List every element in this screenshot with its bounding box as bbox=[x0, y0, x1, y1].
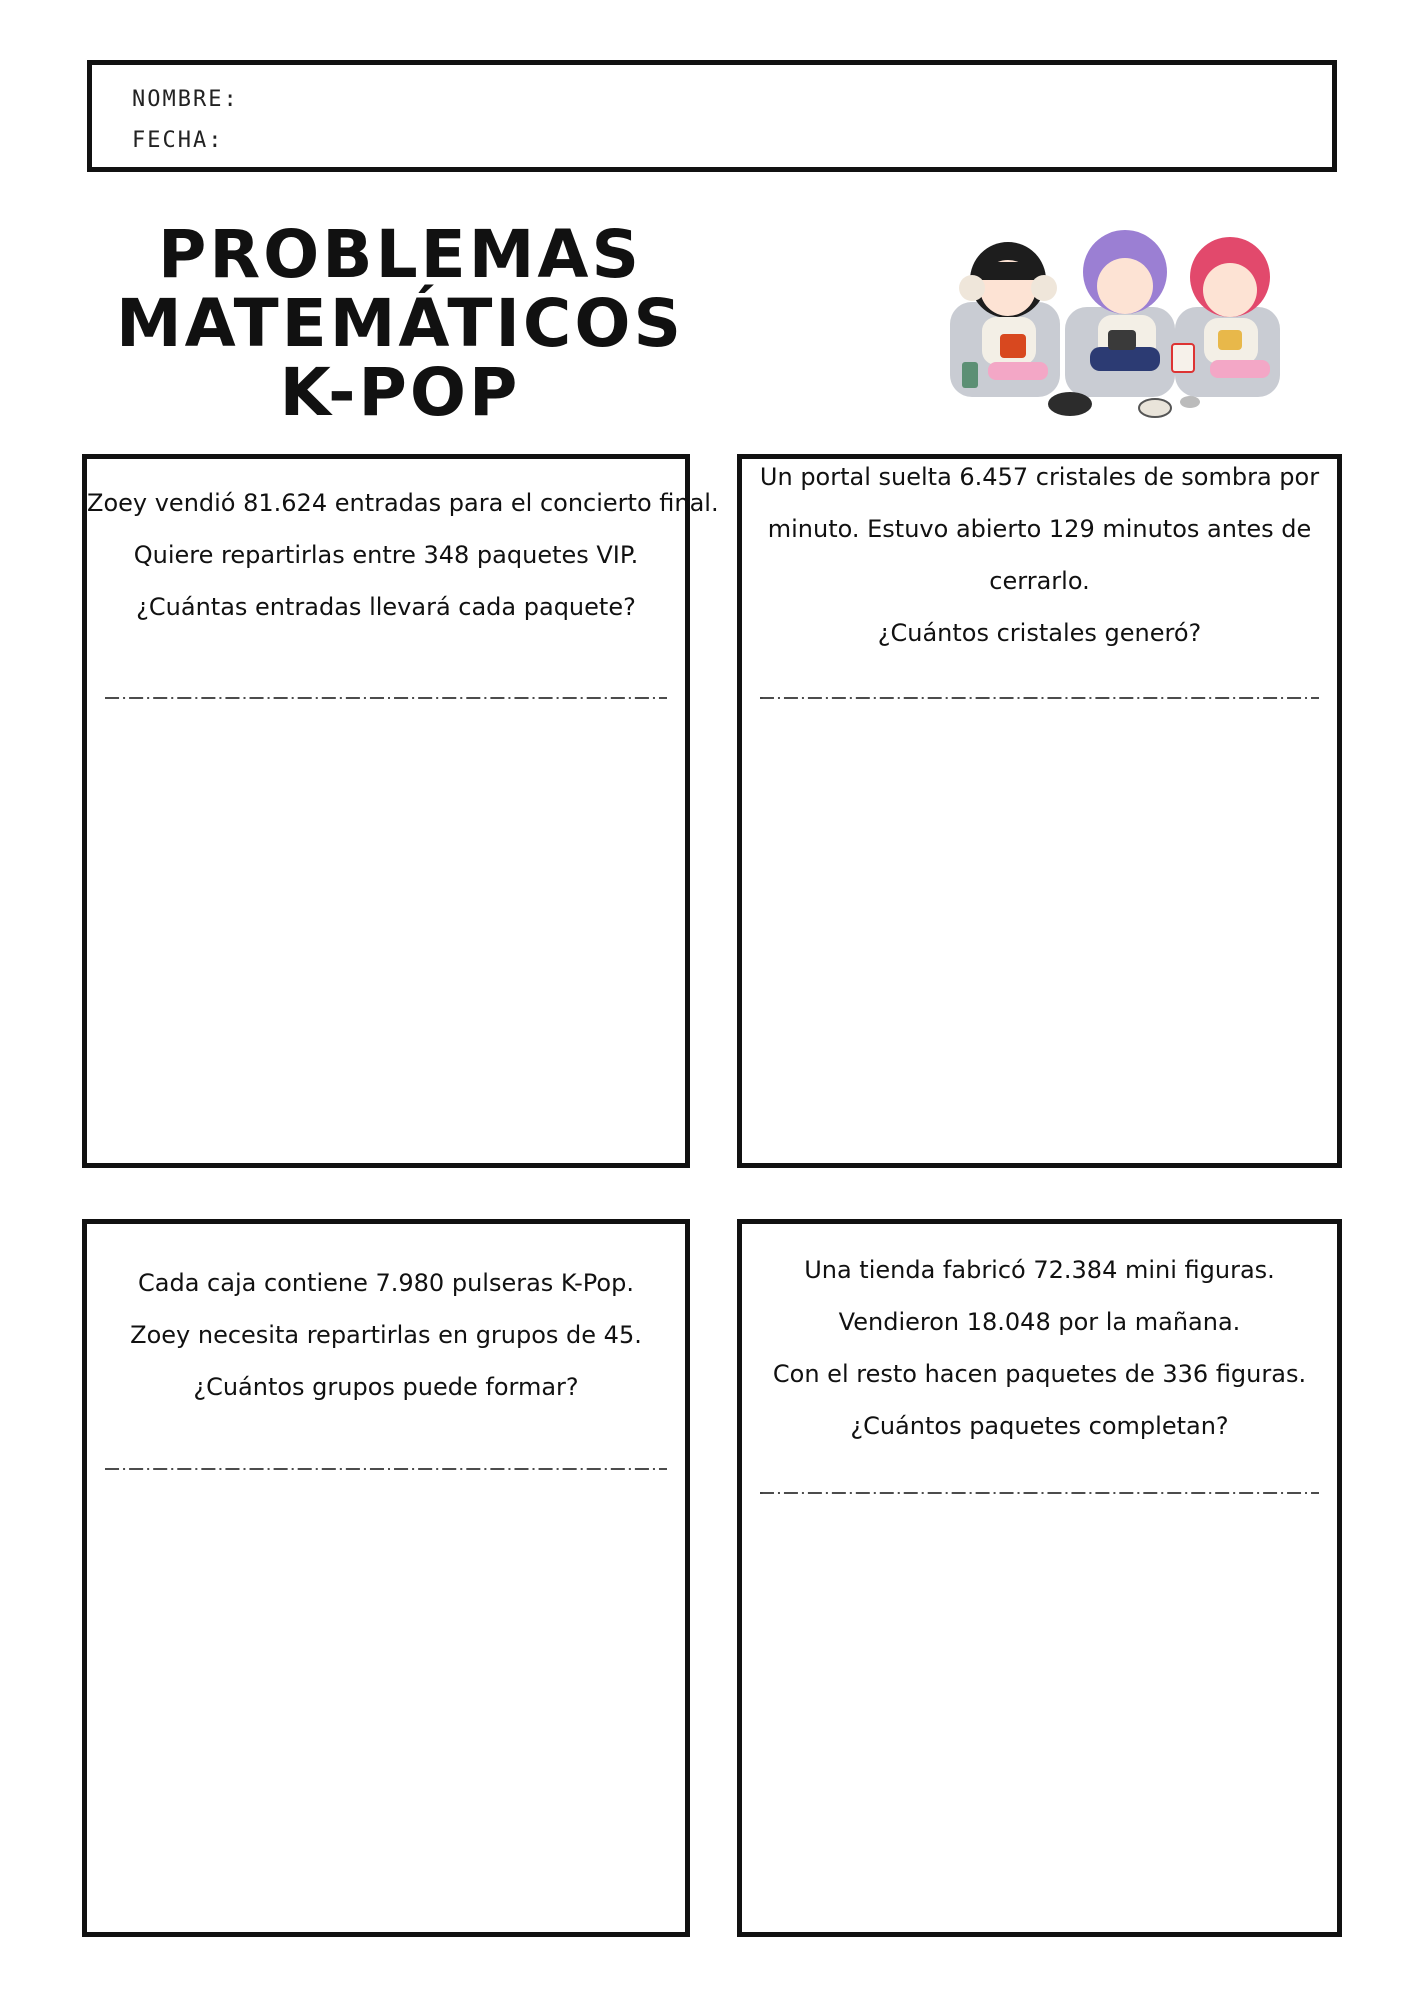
problem-3-line-3: ¿Cuántos grupos puede formar? bbox=[193, 1373, 579, 1401]
problem-1-line-3: ¿Cuántas entradas llevará cada paquete? bbox=[136, 593, 636, 621]
answer-dash-line bbox=[105, 1465, 667, 1473]
problem-1-line-1: Zoey vendió 81.624 entradas para el concierto final. bbox=[87, 489, 719, 517]
title-line-2: MATEMÁTICOS bbox=[115, 285, 685, 362]
problem-card-1 bbox=[82, 454, 719, 1168]
problem-1-text bbox=[87, 477, 719, 633]
title-line-1: PROBLEMAS bbox=[157, 216, 643, 293]
problem-3-text bbox=[87, 1257, 685, 1413]
problem-2-line-3: cerrarlo. bbox=[989, 567, 1090, 595]
answer-dash-line bbox=[105, 694, 667, 702]
problem-4-line-1: Una tienda fabricó 72.384 mini figuras. bbox=[804, 1256, 1275, 1284]
date-label[interactable]: FECHA: bbox=[132, 128, 224, 153]
page-title bbox=[100, 216, 700, 431]
problem-2-line-4: ¿Cuántos cristales generó? bbox=[877, 619, 1202, 647]
problem-2-line-1: Un portal suelta 6.457 cristales de sombra por bbox=[759, 463, 1320, 491]
problem-2-text bbox=[742, 451, 1337, 659]
kpop-girls-illustration-icon bbox=[940, 222, 1300, 422]
title-line-3: K-POP bbox=[279, 354, 521, 431]
problem-1-line-2: Quiere repartirlas entre 348 paquetes VIP. bbox=[133, 541, 639, 569]
problem-4-line-3: Con el resto hacen paquetes de 336 figuras. bbox=[772, 1360, 1307, 1388]
answer-dash-line bbox=[760, 1489, 1319, 1497]
problem-2-line-2: minuto. Estuvo abierto 129 minutos antes de bbox=[767, 515, 1312, 543]
problem-3-line-1: Cada caja contiene 7.980 pulseras K-Pop. bbox=[138, 1269, 634, 1297]
answer-dash-line bbox=[760, 694, 1319, 702]
problem-card-4 bbox=[737, 1219, 1342, 1937]
problem-3-line-2: Zoey necesita repartirlas en grupos de 45. bbox=[130, 1321, 642, 1349]
problem-4-text bbox=[742, 1244, 1337, 1452]
name-label[interactable]: NOMBRE: bbox=[132, 87, 239, 112]
student-info-box bbox=[87, 60, 1337, 172]
problem-4-line-4: ¿Cuántos paquetes completan? bbox=[850, 1412, 1229, 1440]
problem-card-2 bbox=[737, 454, 1342, 1168]
problem-card-3 bbox=[82, 1219, 690, 1937]
problem-4-line-2: Vendieron 18.048 por la mañana. bbox=[838, 1308, 1241, 1336]
